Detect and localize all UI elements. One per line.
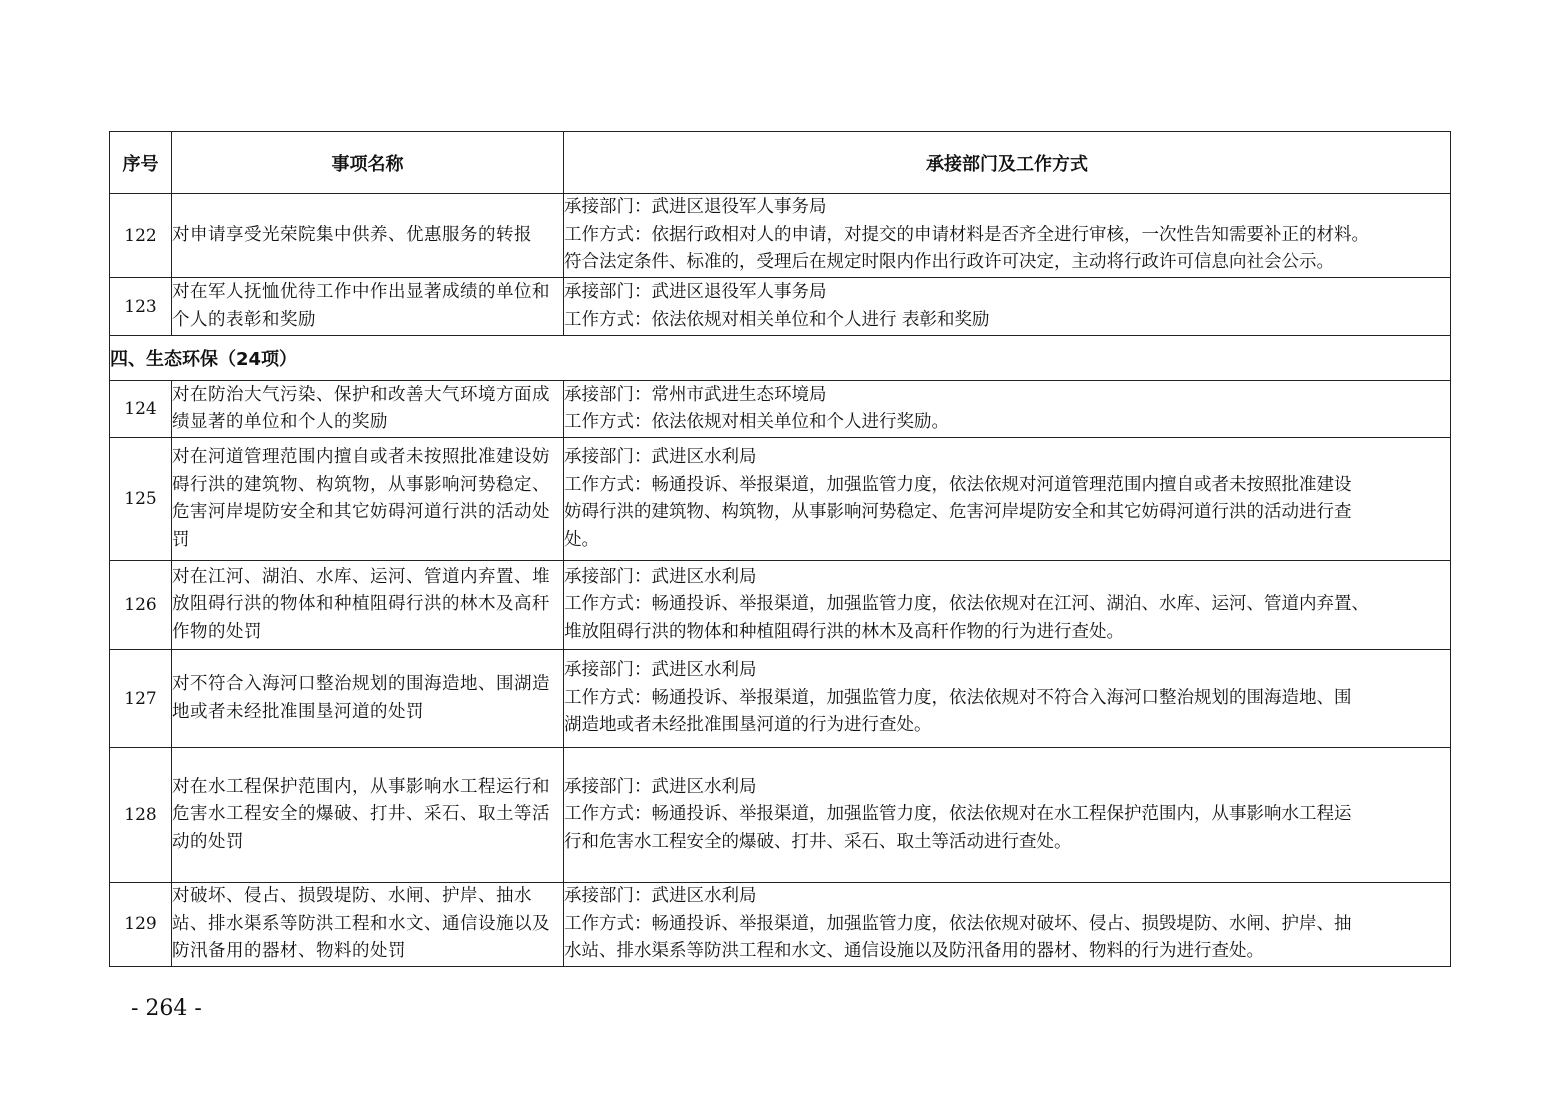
method-line: 湖造地或者未经批准围垦河道的行为进行查处。 xyxy=(564,715,932,736)
table-row xyxy=(110,381,1451,438)
row-item-name: 对在江河、湖泊、水库、运河、管道内弃置、堆放阻碍行洪的物体和种植阻碍行洪的林木及高秆作物的处罚 xyxy=(172,561,564,650)
table-row xyxy=(110,883,1451,967)
page-number: - 264 - xyxy=(131,996,202,1021)
method-line: 工作方式：畅通投诉、举报渠道，加强监管力度，依法依规对河道管理范围内擅自或者未按照批准建设 xyxy=(564,474,1352,495)
method-line: 工作方式：依据行政相对人的申请，对提交的申请材料是否齐全进行审核，一次性告知需要补正的材料。 xyxy=(564,224,1369,245)
method-line: 妨碍行洪的建筑物、构筑物，从事影响河势稳定、危害河岸堤防安全和其它妨碍河道行洪的活动进行查 xyxy=(564,502,1352,522)
method-line: 水站、排水渠系等防洪工程和水文、通信设施以及防汛备用的器材、物料的行为进行查处。 xyxy=(564,941,1264,961)
method-line: 工作方式：畅通投诉、举报渠道，加强监管力度，依法依规对不符合入海河口整治规划的围海造地、围 xyxy=(564,687,1352,708)
table-row xyxy=(110,194,1451,278)
row-dept xyxy=(564,381,1451,438)
dept-line: 承接部门：武进区退役军人事务局 xyxy=(564,197,827,218)
table-row xyxy=(110,278,1451,336)
row-seq: 122 xyxy=(110,194,172,278)
row-seq: 126 xyxy=(110,561,172,650)
row-item-name: 对申请享受光荣院集中供养、优惠服务的转报 xyxy=(172,194,564,278)
row-dept xyxy=(564,883,1451,967)
table-row xyxy=(110,438,1451,561)
row-dept xyxy=(564,650,1451,748)
row-seq: 124 xyxy=(110,381,172,438)
section-title: 四、生态环保（24项） xyxy=(110,336,1451,381)
method-line: 工作方式：依法依规对相关单位和个人进行 表彰和奖励 xyxy=(564,309,990,330)
row-dept xyxy=(564,561,1451,650)
header-seq: 序号 xyxy=(110,132,172,194)
row-dept xyxy=(564,748,1451,883)
method-line: 工作方式：依法依规对相关单位和个人进行奖励。 xyxy=(564,412,949,432)
dept-line: 承接部门：武进区水利局 xyxy=(564,447,757,467)
method-line: 符合法定条件、标准的，受理后在规定时限内作出行政许可决定，主动将行政许可信息向社会公示。 xyxy=(564,252,1334,273)
row-seq: 128 xyxy=(110,748,172,883)
dept-line: 承接部门：武进区水利局 xyxy=(564,660,757,681)
header-dept: 承接部门及工作方式 xyxy=(564,132,1451,194)
table-row xyxy=(110,748,1451,883)
dept-line: 承接部门：武进区水利局 xyxy=(564,776,757,797)
row-item-name: 对在军人抚恤优待工作中作出显著成绩的单位和个人的表彰和奖励 xyxy=(172,278,564,336)
table-row xyxy=(110,650,1451,748)
dept-line: 承接部门：武进区退役军人事务局 xyxy=(564,282,827,302)
dept-line: 承接部门：武进区水利局 xyxy=(564,566,757,587)
row-seq: 125 xyxy=(110,438,172,561)
method-line: 处。 xyxy=(564,529,599,550)
row-item-name: 对在防治大气污染、保护和改善大气环境方面成绩显著的单位和个人的奖励 xyxy=(172,381,564,438)
row-item-name: 对破坏、侵占、损毁堤防、水闸、护岸、抽水站、排水渠系等防洪工程和水文、通信设施以及防汛备用的器材、物料的处罚 xyxy=(172,883,564,967)
table-row xyxy=(110,561,1451,650)
row-dept xyxy=(564,278,1451,336)
matters-table xyxy=(109,131,1451,967)
method-line: 行和危害水工程安全的爆破、打井、采石、取土等活动进行查处。 xyxy=(564,831,1072,852)
dept-line: 承接部门：常州市武进生态环境局 xyxy=(564,384,827,405)
method-line: 堆放阻碍行洪的物体和种植阻碍行洪的林木及高秆作物的行为进行查处。 xyxy=(564,621,1124,642)
row-seq: 129 xyxy=(110,883,172,967)
row-dept xyxy=(564,194,1451,278)
row-item-name: 对不符合入海河口整治规划的围海造地、围湖造地或者未经批准围垦河道的处罚 xyxy=(172,650,564,748)
header-item: 事项名称 xyxy=(172,132,564,194)
row-seq: 123 xyxy=(110,278,172,336)
row-item-name: 对在河道管理范围内擅自或者未按照批准建设妨碍行洪的建筑物、构筑物，从事影响河势稳定、危害河岸堤防安全和其它妨碍河道行洪的活动处罚 xyxy=(172,438,564,561)
row-dept xyxy=(564,438,1451,561)
dept-line: 承接部门：武进区水利局 xyxy=(564,886,757,906)
method-line: 工作方式：畅通投诉、举报渠道，加强监管力度，依法依规对破坏、侵占、损毁堤防、水闸、护岸、抽 xyxy=(564,913,1352,934)
method-line: 工作方式：畅通投诉、举报渠道，加强监管力度，依法依规对在江河、湖泊、水库、运河、管道内弃置、 xyxy=(564,594,1369,615)
method-line: 工作方式：畅通投诉、举报渠道，加强监管力度，依法依规对在水工程保护范围内，从事影响水工程运 xyxy=(564,804,1352,825)
header-row xyxy=(110,132,1451,194)
section-row xyxy=(110,336,1451,381)
row-seq: 127 xyxy=(110,650,172,748)
row-item-name: 对在水工程保护范围内，从事影响水工程运行和危害水工程安全的爆破、打井、采石、取土等活动的处罚 xyxy=(172,748,564,883)
